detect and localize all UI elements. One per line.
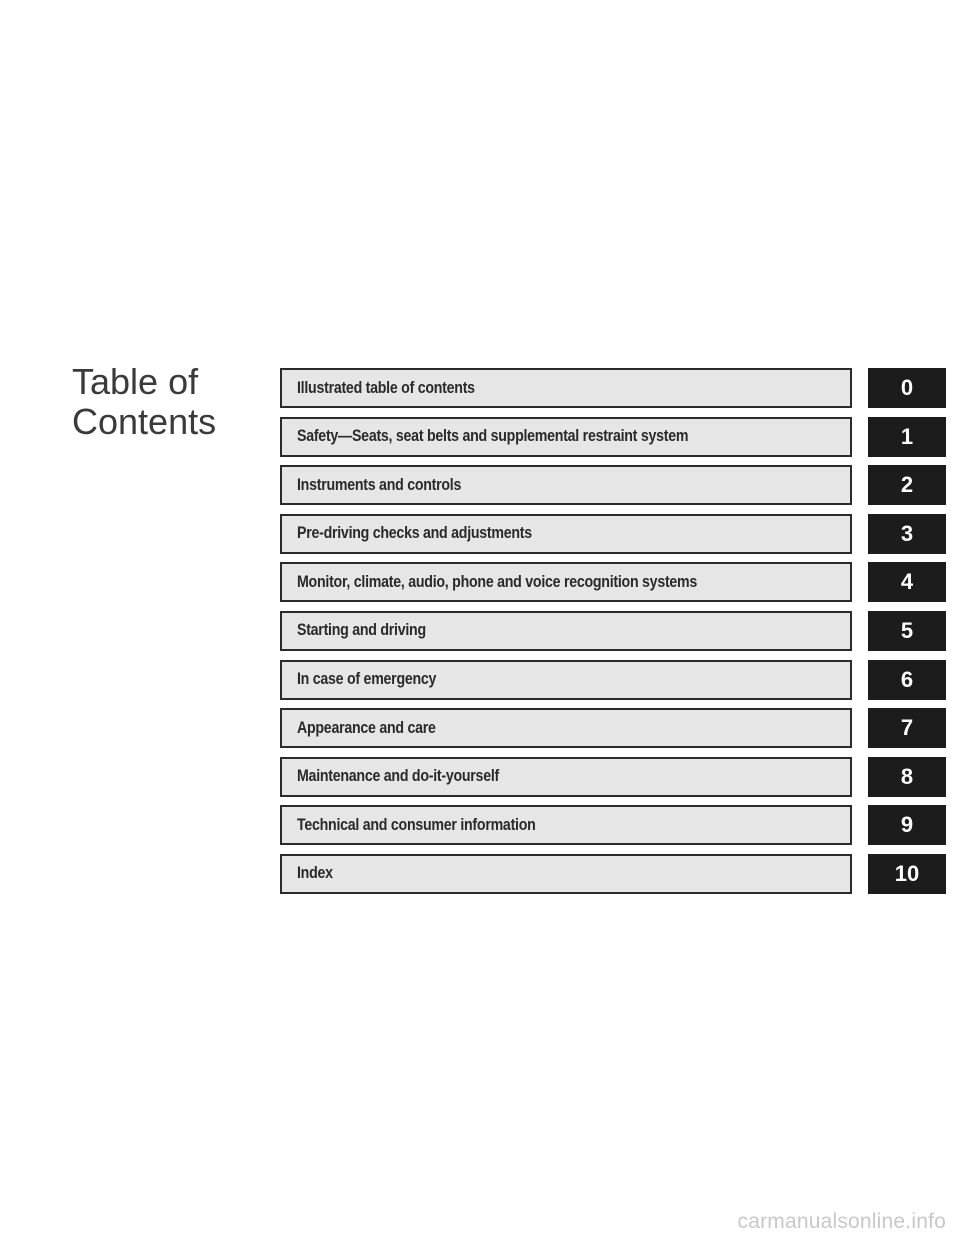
toc-section-number: 9 bbox=[900, 812, 914, 838]
page-title bbox=[72, 362, 216, 442]
toc-label: Instruments and controls bbox=[297, 475, 462, 494]
toc-label-box[interactable] bbox=[280, 708, 852, 748]
toc-section-number: 10 bbox=[894, 860, 920, 886]
toc-section-number: 1 bbox=[900, 423, 914, 449]
toc-item-pre-driving-checks[interactable] bbox=[280, 514, 946, 554]
watermark: carmanualsonline.info bbox=[737, 1210, 946, 1233]
toc-section-number: 3 bbox=[900, 520, 914, 546]
toc-item-appearance-and-care[interactable] bbox=[280, 708, 946, 748]
toc-label-box[interactable] bbox=[280, 417, 852, 457]
toc-section-number: 0 bbox=[900, 375, 914, 400]
toc-label: Index bbox=[297, 864, 333, 883]
toc-section-tab[interactable] bbox=[868, 368, 946, 408]
toc-item-technical-and-consumer-information[interactable] bbox=[280, 805, 946, 845]
toc-section-number: 2 bbox=[900, 472, 914, 498]
toc-section-tab[interactable] bbox=[868, 708, 946, 748]
toc-label: Starting and driving bbox=[297, 621, 426, 640]
toc-item-index[interactable] bbox=[280, 854, 946, 894]
toc-label-box[interactable] bbox=[280, 854, 852, 894]
page-title-line-1: Table of bbox=[72, 361, 199, 402]
toc-section-number: 4 bbox=[900, 569, 914, 595]
toc-item-maintenance[interactable] bbox=[280, 757, 946, 797]
toc-section-tab[interactable] bbox=[868, 757, 946, 797]
page-title-line-2: Contents bbox=[72, 401, 217, 442]
toc-section-number: 8 bbox=[900, 763, 914, 789]
toc-section-number: 7 bbox=[900, 715, 914, 741]
toc-label: Safety—Seats, seat belts and supplemental restraint system bbox=[297, 427, 689, 446]
toc-section-tab[interactable] bbox=[868, 854, 946, 894]
toc-item-starting-and-driving[interactable] bbox=[280, 611, 946, 651]
toc-label: Monitor, climate, audio, phone and voice recognition systems bbox=[297, 572, 698, 591]
toc-section-tab[interactable] bbox=[868, 805, 946, 845]
toc-label: Maintenance and do-it-yourself bbox=[297, 767, 499, 786]
toc-label-box[interactable] bbox=[280, 465, 852, 505]
toc-item-illustrated-table-of-contents[interactable] bbox=[280, 368, 946, 408]
toc-label: Pre-driving checks and adjustments bbox=[297, 524, 532, 543]
toc-section-tab[interactable] bbox=[868, 417, 946, 457]
toc-label-box[interactable] bbox=[280, 757, 852, 797]
toc-item-instruments-and-controls[interactable] bbox=[280, 465, 946, 505]
toc-section-tab[interactable] bbox=[868, 562, 946, 602]
toc-label-box[interactable] bbox=[280, 660, 852, 700]
toc-item-in-case-of-emergency[interactable] bbox=[280, 660, 946, 700]
toc-label-box[interactable] bbox=[280, 805, 852, 845]
toc-label-box[interactable] bbox=[280, 562, 852, 602]
toc-section-number: 5 bbox=[900, 617, 914, 643]
toc-label-box[interactable] bbox=[280, 611, 852, 651]
toc-item-safety[interactable] bbox=[280, 417, 946, 457]
toc-section-tab[interactable] bbox=[868, 514, 946, 554]
toc-section-number: 6 bbox=[900, 666, 914, 692]
toc-list bbox=[280, 368, 946, 894]
toc-label: Technical and consumer information bbox=[297, 815, 536, 834]
toc-label: In case of emergency bbox=[297, 670, 437, 689]
toc-label: Appearance and care bbox=[297, 718, 436, 737]
toc-label-box[interactable] bbox=[280, 514, 852, 554]
toc-item-monitor-climate-audio[interactable] bbox=[280, 562, 946, 602]
toc-label: Illustrated table of contents bbox=[297, 378, 475, 397]
toc-section-tab[interactable] bbox=[868, 660, 946, 700]
toc-label-box[interactable] bbox=[280, 368, 852, 408]
toc-section-tab[interactable] bbox=[868, 465, 946, 505]
toc-section-tab[interactable] bbox=[868, 611, 946, 651]
